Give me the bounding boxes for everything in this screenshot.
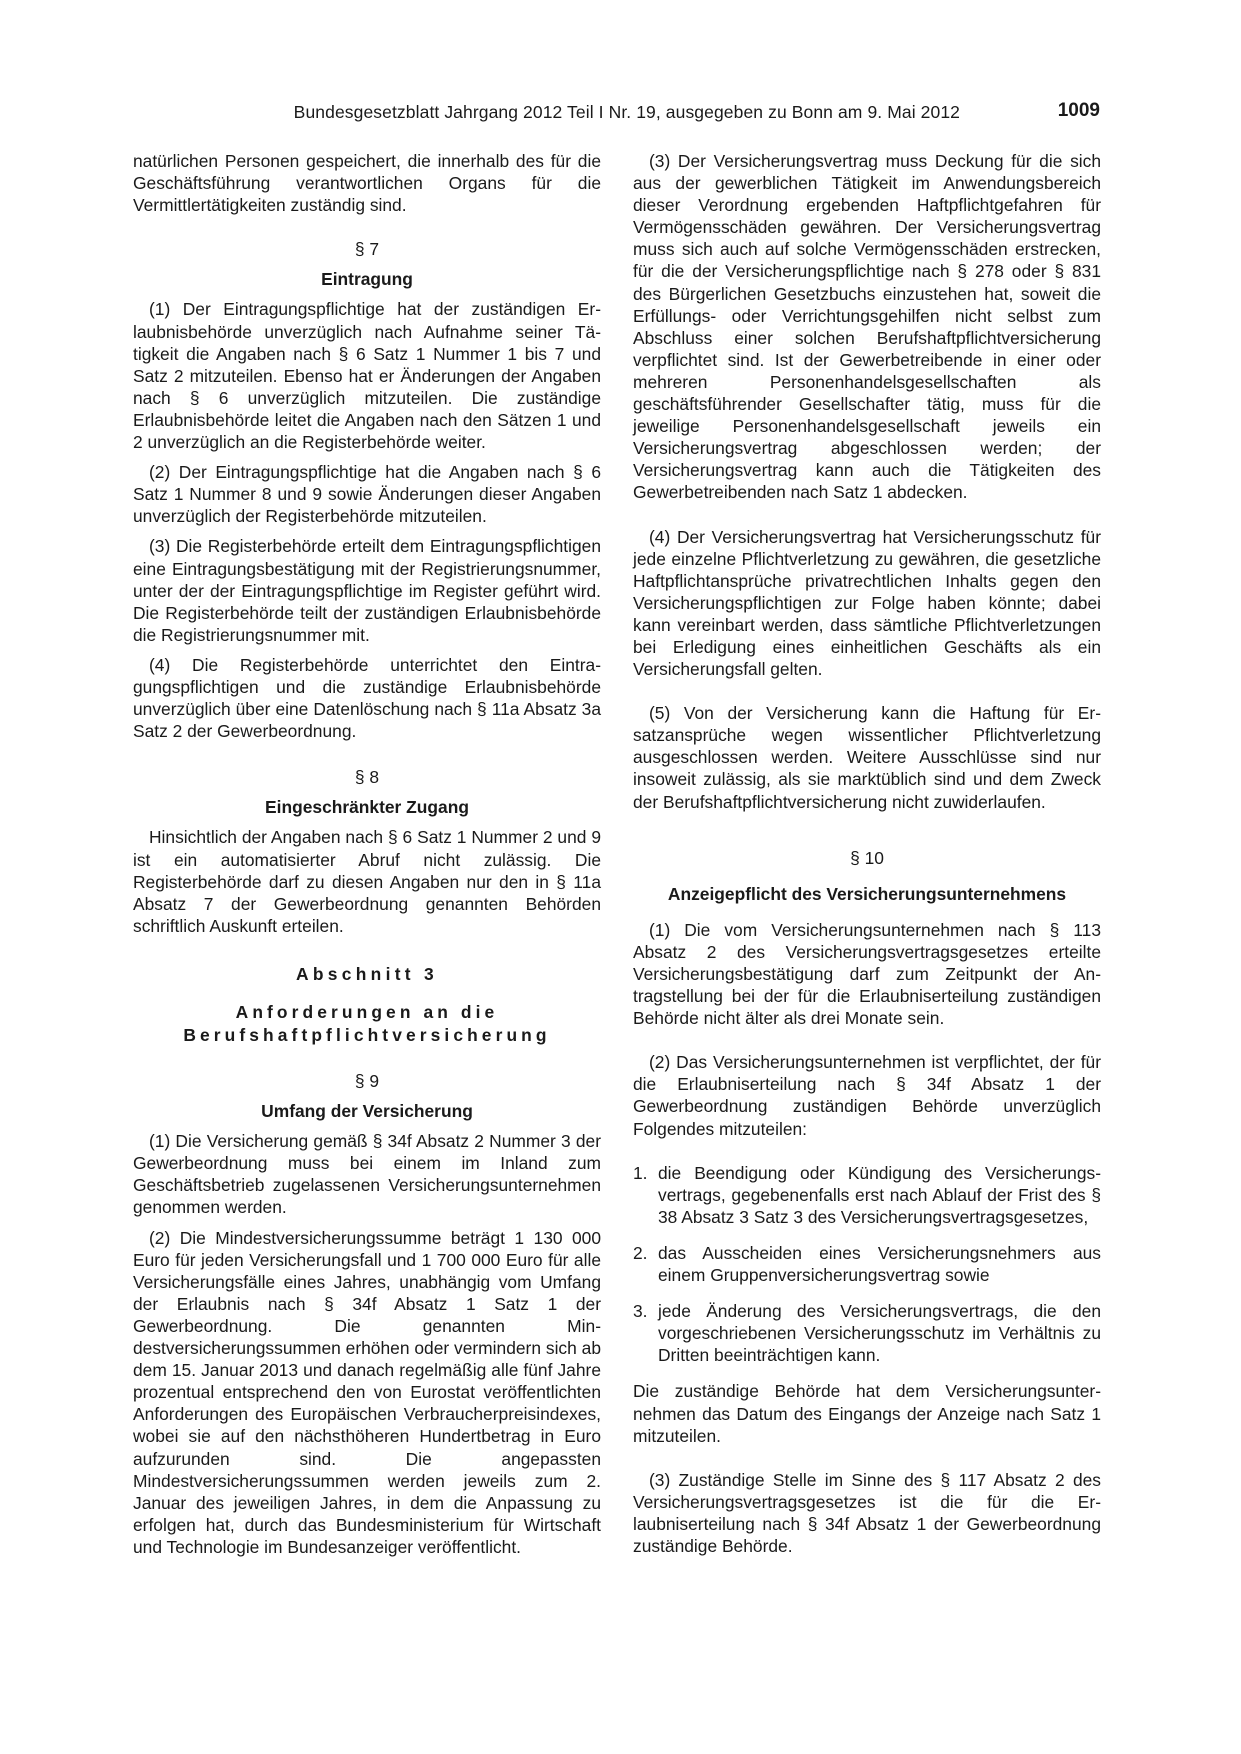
s7-paragraph-4: (4) Die Registerbehörde unterrichtet den Eintragungspflichtigen und die zuständige Erlaubnisbehörde unverzüglich über eine Datenlöschung nach § 11a Absatz 3a Satz 2 der Gewerbeordnung. [133,654,601,742]
s8-paragraph-1: Hinsichtlich der Angaben nach § 6 Satz 1 Nummer 2 und 9 ist ein automatisierter Abruf nicht zulässig. Die Registerbehörde darf zu diesen Angaben nur den in § 11a Absatz 7 der Gewerbeordnung genannten Behörden schriftlich Auskunft erteilen. [133,827,601,936]
s10-list [633,1162,1101,1367]
list-item-text: jede Änderung des Versicherungsvertrags, die den vorgeschriebenen Versicherungsschutz im Verhältnis zu Dritten beeinträchtigen kann. [658,1301,1101,1366]
running-head: Bundesgesetzblatt Jahrgang 2012 Teil I Nr. 19, ausgegeben zu Bonn am 9. Mai 2012 [293,102,960,122]
list-item-text: das Ausscheiden eines Versicherungsnehmers aus einem Gruppenversicherungsvertrag sowie [658,1242,1101,1286]
s9-paragraph-2: (2) Die Mindestversicherungssumme beträgt 1 130 000 Euro für jeden Versicherungsfall und 1 700 000 Euro für alle Versicherungsfälle eines Jahres, unabhängig vom Umfang der Erlaubnis nach § 34f Absatz 1 Satz 1 der Gewerbeordnung. Die genannten Mindestversicherungssummen erhöhen oder vermindern sich ab dem 15. Januar 2013 und danach regelmäßig alle fünf Jahre prozentual entsprechend den von Eurostat veröffentlichten Anforderungen des Europäischen Verbraucherpreisindexes, wobei sie auf den nächsthöheren Hundertbetrag in Euro aufzurunden sind. Die angepassten Mindestversicherungssummen werden jeweils zum 2. Januar des jeweiligen Jahres, in dem die Anpassung zu erfolgen hat, durch das Bundesministerium für Wirtschaft und Technologie im Bundesanzeiger veröffentlicht. [133,1227,601,1557]
s9-paragraph-4: (4) Der Versicherungsvertrag hat Versicherungsschutz für jede einzelne Pflichtverletzung zu gewähren, die gesetzliche Haftpflichtansprüche privatrechtlichen Inhalts gegen den Versicherungspflichtigen zur Folge haben könnte; dabei kann vereinbart werden, dass sämtliche Pflichtverletzungen bei Erledigung eines einheitlichen Geschäfts als ein Versicherungsfall gelten. [633,526,1101,680]
part-title-line-2: Berufshaftpflichtversicherung [183,1024,551,1045]
section-title-10: Anzeigepflicht des Versicherungsunternehmens [667,883,1067,904]
list-item-text: die Beendigung oder Kündigung des Versicherungsvertrags, gegebenenfalls erst nach Ablauf der Frist des § 38 Absatz 3 Satz 3 des Versicherungsvertragsgesetzes, [658,1162,1101,1227]
section-title-8: Eingeschränkter Zugang [265,797,469,818]
page-number: 1009 [1057,100,1100,121]
left-column [133,150,601,1566]
section-title-9: Umfang der Versicherung [261,1101,473,1122]
part-title [133,1001,601,1046]
s9-paragraph-1: (1) Die Versicherung gemäß § 34f Absatz 2 Nummer 3 der Gewerbeordnung muss bei einem im Inland zum Geschäftsbetrieb zugelassenen Versicherungsunternehmen genommen werden. [133,1131,601,1218]
list-item-number: 3. [633,1301,648,1322]
s10-paragraph-3: (3) Zuständige Stelle im Sinne des § 117 Absatz 2 des Versicherungsvertragsgesetzes ist die für die Erlaubniserteilung nach § 34f Absatz 1 der Gewerbeordnung zuständige Behörde. [633,1469,1101,1556]
section-sign-7: § 7 [354,239,380,260]
list-item [633,1162,1101,1228]
list-item-number: 1. [633,1162,648,1183]
s9-paragraph-3: (3) Der Versicherungsvertrag muss Deckung für die sich aus der gewerblichen Tätigkeit im Anwendungsbereich dieser Verordnung ergebenden Haftpflichtgefahren für Vermögensschäden gewähren. Der Versicherungsvertrag muss sich auch auf solche Vermögensschäden erstrecken, für die der Versicherungspflichtige nach § 278 oder § 831 des Bürgerlichen Gesetzbuchs einzustehen hat, soweit die Erfüllungs- oder Verrichtungsgehilfen nicht selbst zum Abschluss einer solchen Berufshaftpflichtversicherung verpflichtet sind. Ist der Gewerbetreibende in einer oder mehreren Personenhandelsgesellschaften als geschäftsführender Gesellschafter tätig, muss für die jeweilige Personenhandelsgesellschaft jeweils ein Versicherungsvertrag abgeschlossen werden; der Versicherungsvertrag kann auch die Tätigkeiten des Gewerbetreibenden nach Satz 1 abdecken. [633,151,1101,503]
s10-paragraph-1: (1) Die vom Versicherungsunternehmen nach § 113 Absatz 2 des Versicherungsvertragsgesetzes erteilte Versicherungsbestätigung darf zum Zeitpunkt der Antragstellung bei der für die Erlaubniserteilung zuständigen Behörde nicht älter als drei Monate sein. [633,919,1101,1029]
list-item [633,1242,1101,1286]
part-label [133,963,601,985]
page-header [134,100,1100,130]
s10-paragraph-2: (2) Das Versicherungsunternehmen ist verpflichtet, der für die Erlaubniserteilung nach § 34f Absatz 1 der Gewerbeordnung zuständigen Behörde unverzüglich Folgendes mitzuteilen: [633,1052,1101,1139]
s10-paragraph-2-tail: Die zuständige Behörde hat dem Versicherungsunternehmen das Datum des Eingangs der Anzeige nach Satz 1 mitzuteilen. [633,1381,1101,1446]
s9-paragraph-5: (5) Von der Versicherung kann die Haftung für Ersatzansprüche wegen wissentlicher Pflichtverletzung ausgeschlossen werden. Weitere Ausschlüsse sind nur insoweit zulässig, als sie marktüblich sind und dem Zweck der Berufshaftpflichtversicherung nicht zuwiderlaufen. [633,703,1101,812]
part-title-line-1: Anforderungen an die [235,1002,499,1022]
right-column [633,150,1101,1565]
section-sign-10: § 10 [850,847,884,868]
list-item [633,1300,1101,1366]
intro-paragraph: natürlichen Personen gespeichert, die innerhalb des für die Geschäftsführung verantwortlichen Organs für die Vermittlertätigkeiten zuständig sind. [133,151,601,216]
part-label-text: Abschnitt 3 [296,963,438,984]
section-title-7: Eintragung [321,269,413,290]
section-sign-9: § 9 [354,1071,380,1091]
s7-paragraph-3: (3) Die Registerbehörde erteilt dem Eintragungspflichtigen eine Eintragungsbestätigung mit der Registrierungsnummer, unter der der Eintragungspflichtige im Register geführt wird. Die Registerbehörde teilt der zuständigen Erlaubnisbehörde die Registrierungsnummer mit. [133,536,601,645]
s7-paragraph-2: (2) Der Eintragungspflichtige hat die Angaben nach § 6 Satz 1 Nummer 8 und 9 sowie Änderungen dieser Angaben unverzüglich der Registerbehörde mitzuteilen. [133,462,601,527]
list-item-number: 2. [633,1242,648,1263]
section-sign-8: § 8 [354,767,380,788]
s7-paragraph-1: (1) Der Eintragungspflichtige hat der zuständigen Erlaubnisbehörde unverzüglich nach Aufnahme seiner Tätigkeit die Angaben nach § 6 Satz 1 Nummer 1 bis 7 und Satz 2 mitzuteilen. Ebenso hat er Änderungen der Angaben nach § 6 unverzüglich mitzuteilen. Die zuständige Erlaubnisbehörde leitet die Angaben nach den Sätzen 1 und 2 unverzüglich an die Registerbehörde weiter. [133,299,601,453]
